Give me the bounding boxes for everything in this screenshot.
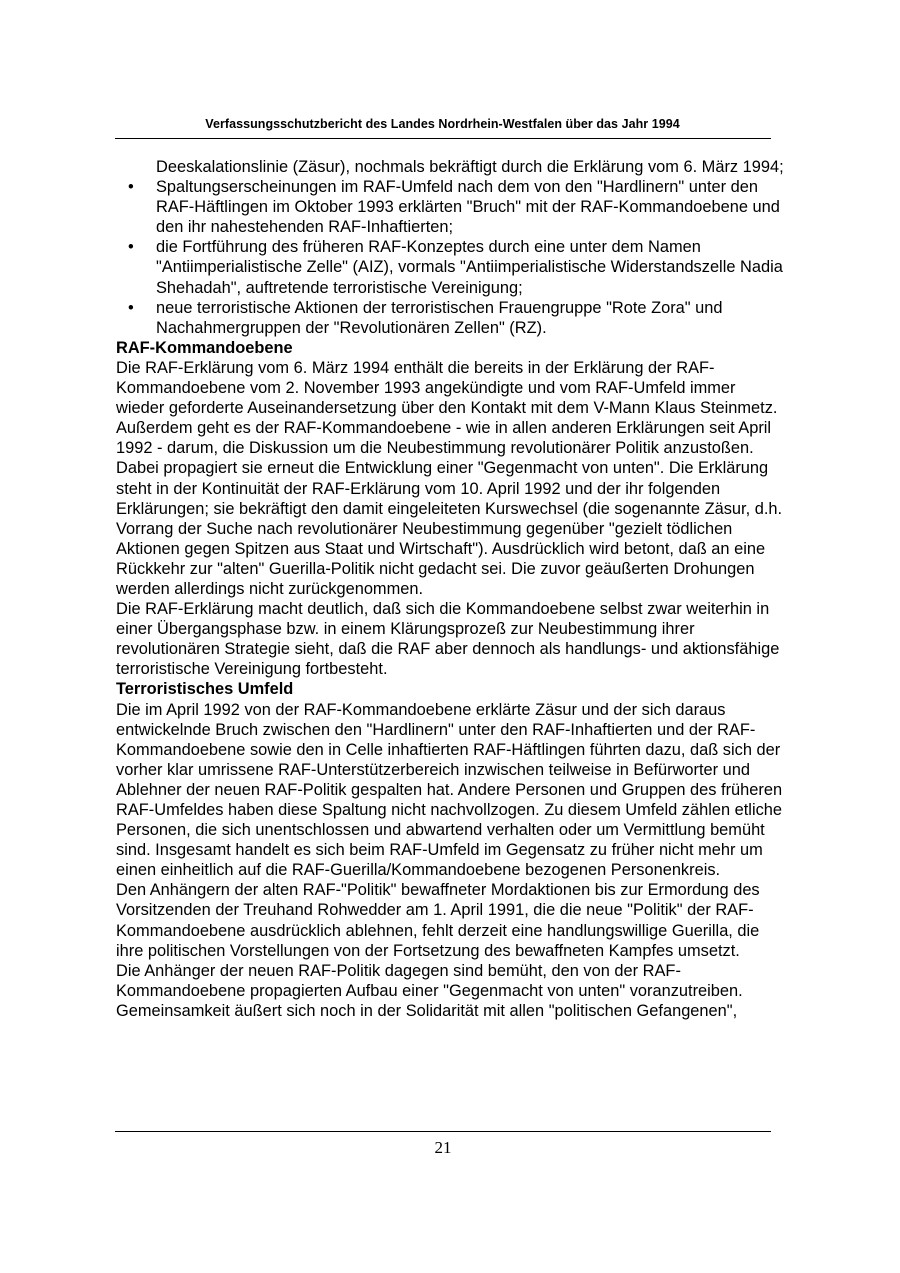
list-item — [116, 237, 784, 297]
running-header: Verfassungsschutzbericht des Landes Nordrhein-Westfalen über das Jahr 1994 — [205, 117, 680, 131]
section-heading: Terroristisches Umfeld — [116, 680, 294, 699]
page-number: 21 — [434, 1138, 452, 1157]
bullet-icon: • — [128, 178, 134, 197]
paragraph: Die RAF-Erklärung vom 6. März 1994 enthält die bereits in der Erklärung der RAF-Kommandoebene vom 2. November 1993 angekündigte und vom RAF-Umfeld immer wieder geforderte Auseinandersetzung über den Kontakt mit dem V-Mann Klaus Steinmetz. Außerdem geht es der RAF-Kommandoebene - wie in allen anderen Erklärungen seit April 1992 - darum, die Diskussion um die Neubestimmung revolutionärer Politik anzustoßen. Dabei propagiert sie erneut die Entwicklung einer "Gegenmacht von unten". Die Erklärung steht in der Kontinuität der RAF-Erklärung vom 10. April 1992 und der ihr folgenden Erklärungen; sie bekräftigt den damit eingeleiteten Kurswechsel (die sogenannte Zäsur, d.h. Vorrang der Suche nach revolutionärer Neubestimmung gegenüber "gezielt tödlichen Aktionen gegen Spitzen aus Staat und Wirtschaft"). Ausdrücklich wird betont, daß an eine Rückkehr zur "alten" Guerilla-Politik nicht gedacht sei. Die zuvor geäußerten Drohungen werden allerdings nicht zurückgenommen. — [116, 358, 783, 598]
list-item-text: die Fortführung des früheren RAF-Konzeptes durch eine unter dem Namen "Antiimperialistische Zelle" (AIZ), vormals "Antiimperialistische Widerstandszelle Nadia Shehadah", auftretende terroristische Vereinigung; — [156, 238, 783, 297]
bullet-icon: • — [128, 298, 134, 317]
paragraph: Die RAF-Erklärung macht deutlich, daß sich die Kommandoebene selbst zwar weiterhin in einer Übergangsphase bzw. in einem Klärungsprozeß zur Neubestimmung ihrer revolutionären Strategie sieht, daß die RAF aber dennoch als handlungs- und aktionsfähige terroristische Vereinigung fortbesteht. — [116, 600, 780, 679]
bullet-icon: • — [128, 238, 134, 257]
continuation-text: Deeskalationslinie (Zäsur), nochmals bekräftigt durch die Erklärung vom 6. März 1994; — [156, 158, 784, 176]
paragraph: Die Anhänger der neuen RAF-Politik dagegen sind bemüht, den von der RAF- Kommandoebene propagierten Aufbau einer "Gegenmacht von unten" voranzutreiben. Gemeinsamkeit äußert sich noch in der Solidarität mit allen "politischen Gefangenen", — [116, 961, 743, 1020]
bullet-list — [116, 177, 784, 338]
paragraph: Den Anhängern der alten RAF-"Politik" bewaffneter Mordaktionen bis zur Ermordung des Vorsitzenden der Treuhand Rohwedder am 1. April 1991, die die neue "Politik" der RAF- Kommandoebene ausdrücklich ablehnen, fehlt derzeit eine handlungswillige Guerilla, die ihre politischen Vorstellungen von der Fortsetzung des bewaffneten Kampfes umsetzt. — [116, 881, 760, 960]
list-item-text: Spaltungserscheinungen im RAF-Umfeld nach dem von den "Hardlinern" unter den RAF-Häftlingen im Oktober 1993 erklärten "Bruch" mit der RAF-Kommandoebene und den ihr nahestehenden RAF-Inhaftierten; — [156, 178, 780, 237]
list-item-text: neue terroristische Aktionen der terroristischen Frauengruppe "Rote Zora" und Nachahmergruppen der "Revolutionären Zellen" (RZ). — [156, 298, 723, 337]
body-text — [116, 157, 784, 1021]
header-divider — [115, 138, 771, 139]
section-heading: RAF-Kommandoebene — [116, 338, 293, 357]
list-item — [116, 298, 784, 338]
paragraph: Die im April 1992 von der RAF-Kommandoebene erklärte Zäsur und der sich daraus entwickelnde Bruch zwischen den "Hardlinern" unter den RAF-Inhaftierten und der RAF- Kommandoebene sowie den in Celle inhaftierten RAF-Häftlingen führten dazu, daß sich der vorher klar umrissene RAF-Unterstützerbereich inzwischen teilweise in Befürworter und Ablehner der neuen RAF-Politik gespalten hat. Andere Personen und Gruppen des früheren RAF-Umfeldes haben diese Spaltung nicht nachvollzogen. Zu diesem Umfeld zählen etliche Personen, die sich unentschlossen und abwartend verhalten oder um Vermittlung bemüht sind. Insgesamt handelt es sich beim RAF-Umfeld im Gegensatz zu früher nicht mehr um einen einheitlich auf die RAF-Guerilla/Kommandoebene bezogenen Personenkreis. — [116, 700, 783, 880]
list-item — [116, 177, 784, 237]
footer-divider — [115, 1131, 771, 1132]
